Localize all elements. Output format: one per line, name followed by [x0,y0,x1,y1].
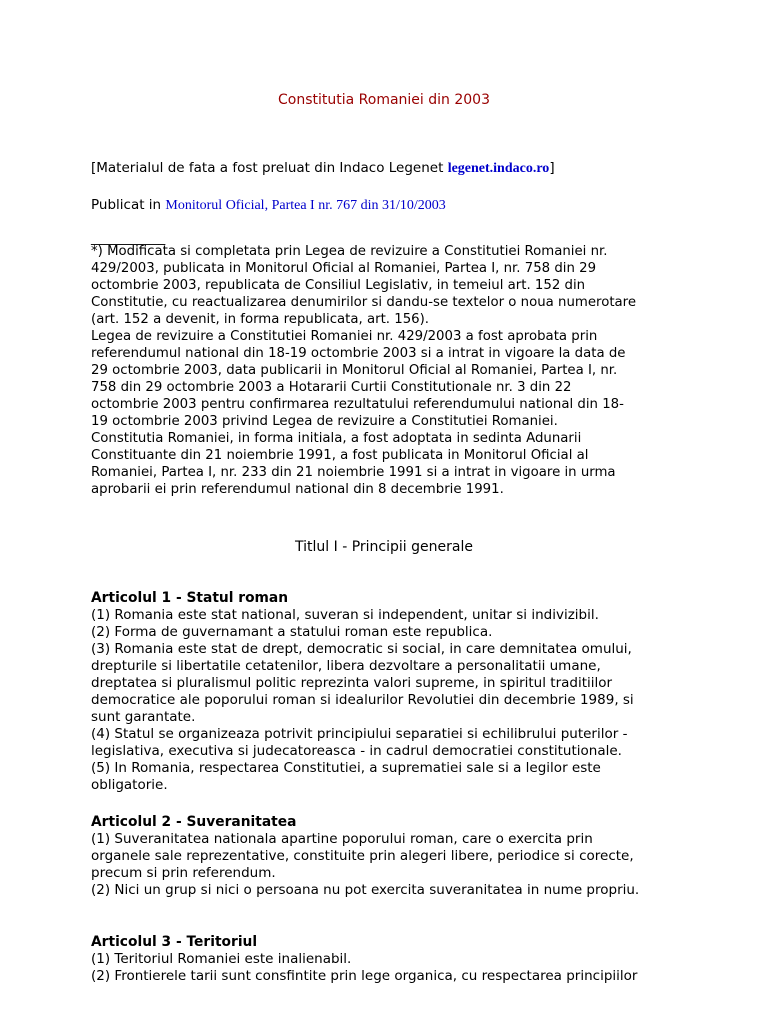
note-line: octombrie 2003, republicata de Consiliul Legislativ, in temeiul art. 152 din [91,278,586,293]
note-block [91,243,701,498]
note-line: *) Modificata si completata prin Legea de revizuire a Constitutiei Romaniei nr. [91,244,608,259]
article-line: legislativa, executiva si judecatoreasca - in cadrul democratiei constitutionale. [91,743,622,759]
article-line: (5) In Romania, respectarea Constitutiei, a suprematiei sale si a legilor este [91,760,601,776]
note-line: 19 octombrie 2003 privind Legea de revizuire a Constitutiei Romaniei. [91,414,558,429]
article-line: (2) Frontierele tarii sunt consfintite prin lege organica, cu respectarea principiilor [91,968,638,984]
note-line: Constituante din 21 noiembrie 1991, a fost publicata in Monitorul Oficial al [91,448,589,463]
document-title: Constitutia Romaniei din 2003 [278,92,490,108]
separator: ___________ [91,230,166,246]
note-line: Constitutie, cu reactualizarea denumirilor si dandu-se textelor o noua numerotare [91,295,637,310]
note-line: 29 octombrie 2003, data publicarii in Monitorul Oficial al Romaniei, Partea I, nr. [91,363,618,378]
source-link[interactable]: legenet.indaco.ro [447,161,550,176]
note-line: aprobarii ei prin referendumul national din 8 decembrie 1991. [91,482,504,497]
published-link[interactable]: Monitorul Oficial, Partea I nr. 767 din 31/10/2003 [165,198,446,213]
article-line: dreptatea si pluralismul politic reprezinta valori supreme, in spiritul traditiilor [91,675,613,691]
article-line: (1) Suveranitatea nationala apartine poporului roman, care o exercita prin [91,831,593,847]
article-line: organele sale reprezentative, constituite prin alegeri libere, periodice si corecte, [91,848,634,864]
article-line: (3) Romania este stat de drept, democratic si social, in care demnitatea omului, [91,641,632,657]
published-line [91,197,701,214]
article-line: (2) Nici un grup si nici o persoana nu pot exercita suveranitatea in nume propriu. [91,882,640,898]
article-line: drepturile si libertatile cetatenilor, libera dezvoltare a personalitatii umane, [91,658,601,674]
article-3 [91,934,701,985]
article-line: (2) Forma de guvernamant a statului roman este republica. [91,624,493,640]
article-line: (1) Teritoriul Romaniei este inalienabil. [91,951,352,967]
article-2 [91,814,701,899]
note-line: octombrie 2003 pentru confirmarea rezultatului referendumului national din 18- [91,397,624,412]
note-line: Romaniei, Partea I, nr. 233 din 21 noiembrie 1991 si a intrat in vigoare in urma [91,465,616,480]
published-prefix: Publicat in [91,197,166,213]
article-line: (1) Romania este stat national, suveran si independent, unitar si indivizibil. [91,607,599,623]
source-line [91,160,701,177]
article-heading: Articolul 1 - Statul roman [91,590,289,606]
article-heading: Articolul 3 - Teritoriul [91,934,258,950]
note-line: (art. 152 a devenit, in forma republicata, art. 156). [91,312,430,327]
note-line: referendumul national din 18-19 octombrie 2003 si a intrat in vigoare la data de [91,346,626,361]
article-line: sunt garantate. [91,709,196,725]
note-line: Constitutia Romaniei, in forma initiala, a fost adoptata in sedinta Adunarii [91,431,582,446]
article-heading: Articolul 2 - Suveranitatea [91,814,297,830]
note-line: 429/2003, publicata in Monitorul Oficial al Romaniei, Partea I, nr. 758 din 29 [91,261,597,276]
note-line: Legea de revizuire a Constitutiei Romaniei nr. 429/2003 a fost aprobata prin [91,329,598,344]
article-line: precum si prin referendum. [91,865,276,881]
article-line: obligatorie. [91,777,168,793]
note-line: 758 din 29 octombrie 2003 a Hotararii Curtii Constitutionale nr. 3 din 22 [91,380,572,395]
source-suffix: ] [549,160,555,176]
article-line: democratice ale poporului roman si idealurilor Revolutiei din decembrie 1989, si [91,692,634,708]
article-line: (4) Statul se organizeaza potrivit principiului separatiei si echilibrului puterilor - [91,726,628,742]
source-prefix: [Materialul de fata a fost preluat din Indaco Legenet [91,160,448,176]
title-heading: Titlul I - Principii generale [295,539,473,555]
article-1 [91,590,701,794]
